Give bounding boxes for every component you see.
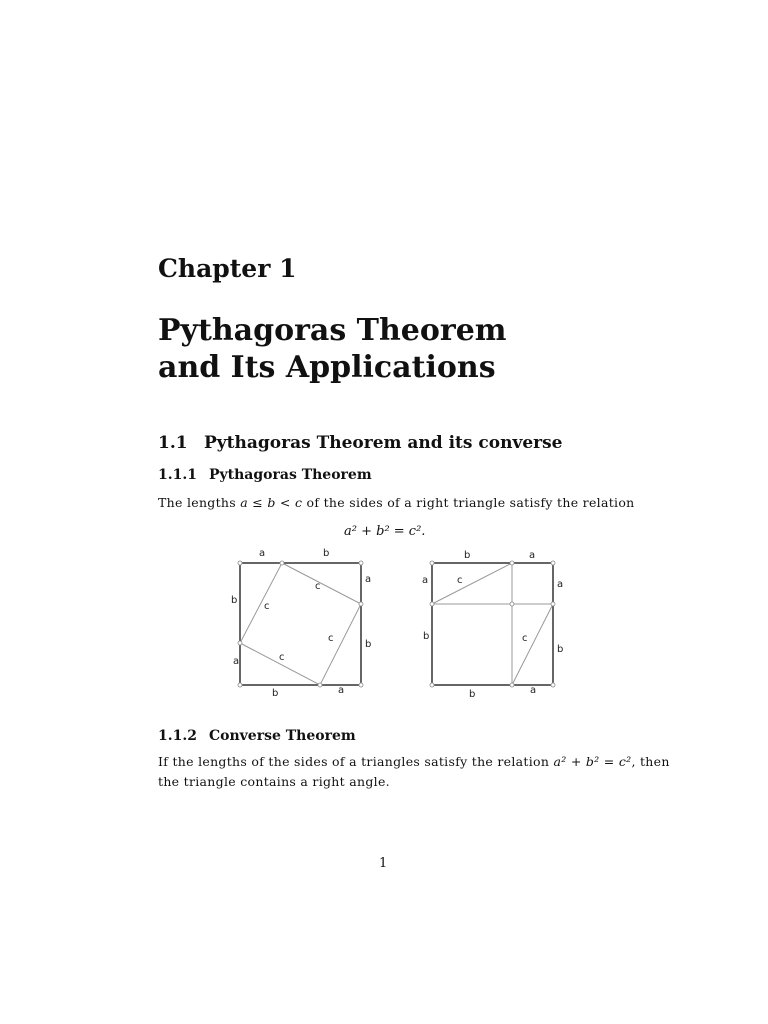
left-label-c-right: c — [328, 633, 334, 644]
vertex-point — [430, 602, 434, 606]
vertex-point — [430, 561, 434, 565]
vertex-point — [359, 561, 363, 565]
vertex-point — [238, 641, 242, 645]
left-label-right-a: a — [365, 574, 372, 585]
left-label-top-a: a — [259, 548, 266, 559]
right-label-bottom-a: a — [530, 685, 537, 696]
subsection-heading-2 — [158, 728, 356, 744]
left-label-top-b: b — [323, 548, 330, 559]
side-inequality: a ≤ b < c — [240, 495, 303, 510]
vertex-point — [238, 561, 242, 565]
left-label-left-a: a — [233, 656, 240, 667]
converse-text: If the lengths of the sides of a triangles satisfy the relation — [158, 754, 554, 769]
chapter-title-line-1: Pythagoras Theorem — [158, 313, 507, 348]
right-label-right-b: b — [557, 644, 564, 655]
right-label-bottom-b: b — [469, 689, 476, 700]
chapter-label: Chapter 1 — [158, 254, 297, 283]
converse-statement-line-2: the triangle contains a right angle. — [158, 774, 390, 789]
right-label-left-b: b — [423, 631, 430, 642]
subsection-title-2: Converse Theorem — [209, 728, 356, 744]
vertex-point — [359, 602, 363, 606]
left-label-c-left: c — [264, 601, 270, 612]
right-diagonal-bottom — [512, 604, 553, 685]
left-label-bottom-a: a — [338, 685, 345, 696]
chapter-title-line-2: and Its Applications — [158, 350, 496, 385]
page-number: 1 — [379, 856, 388, 871]
left-label-left-b: b — [231, 595, 238, 606]
vertex-point — [430, 683, 434, 687]
subsection-title-1: Pythagoras Theorem — [209, 467, 372, 483]
left-label-c-top: c — [315, 581, 321, 592]
right-diagonal-top — [432, 563, 512, 604]
right-label-right-a: a — [557, 579, 564, 590]
statement-text-after: of the sides of a right triangle satisfy the relation — [302, 495, 635, 510]
converse-text-end: , then — [631, 754, 670, 769]
left-label-c-bottom: c — [279, 652, 285, 663]
left-inner-square — [240, 563, 361, 685]
vertex-point — [551, 561, 555, 565]
pythagoras-equation: a² + b² = c². — [344, 524, 426, 539]
right-label-top-b: b — [464, 550, 471, 561]
vertex-point — [280, 561, 284, 565]
right-label-c-bottom: c — [522, 633, 528, 644]
left-label-bottom-b: b — [272, 688, 279, 699]
figure-right — [430, 561, 555, 687]
subsection-number-1: 1.1.1 — [158, 467, 197, 483]
converse-relation: a² + b² = c² — [553, 754, 632, 769]
vertex-point — [510, 561, 514, 565]
figure-left — [238, 561, 363, 687]
section-number: 1.1 — [158, 433, 188, 453]
left-label-right-b: b — [365, 639, 372, 650]
right-outer-square — [432, 563, 553, 685]
left-outer-square — [240, 563, 361, 685]
converse-statement-line-1 — [158, 754, 670, 769]
vertex-point — [318, 683, 322, 687]
section-title: Pythagoras Theorem and its converse — [204, 433, 563, 453]
right-label-left-a: a — [422, 575, 429, 586]
vertex-point — [510, 602, 514, 606]
vertex-point — [551, 683, 555, 687]
vertex-point — [359, 683, 363, 687]
vertex-point — [551, 602, 555, 606]
statement-text-before: The lengths — [158, 495, 241, 510]
vertex-point — [238, 683, 242, 687]
vertex-point — [510, 683, 514, 687]
subsection-number-2: 1.1.2 — [158, 728, 197, 744]
right-label-top-a: a — [529, 550, 536, 561]
right-label-c-top: c — [457, 575, 463, 586]
